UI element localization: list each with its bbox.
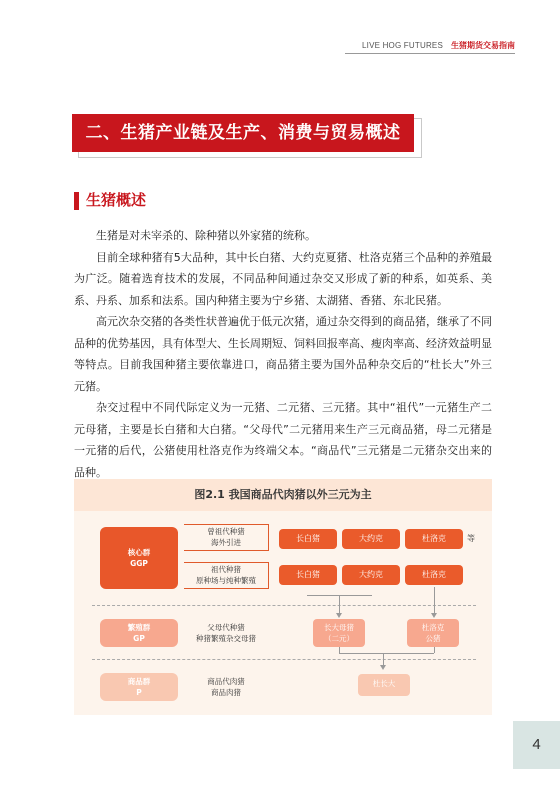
label-line: 父母代种猪 [207,623,245,632]
paragraph: 杂交过程中不同代际定义为一元猪、二元猪、三元猪。其中“祖代”一元猪生产二元母猪，主要是长白猪和大白猪。“父母代”二元猪用来生产三元商品猪，母二元猪是一元猪的后代，公猪使用杜洛克作为终端父本。“商品代”三元猪是二元猪杂交出来的品种。 [74,401,492,479]
paragraph: 目前全球种猪有5大品种，其中长白猪、大约克夏猪、杜洛克猪三个品种的养殖最为广泛。随着选育技术的发展，不同品种间通过杂交又形成了新的种系，如英系、美系、丹系、加系和法系。国内种猪主要为宁乡猪、太湖猪、香猪、东北民猪。 [74,250,492,307]
group-breeding-gp [100,619,178,647]
breed-box: 大约克 [342,565,400,585]
box-line: 公猪 [425,634,441,643]
connector [339,653,434,654]
section-title: 生猪概述 [86,191,147,209]
section-marker [74,192,79,210]
group-code: GGP [130,559,148,568]
group-code: P [136,688,142,697]
group-code: GP [133,634,145,643]
bracket-line [184,550,268,551]
group-name: 核心群 [127,548,151,557]
label-line: 商品代肉猪 [207,677,245,686]
label-line: 原种场与纯种繁殖 [196,576,256,585]
group-name: 商品群 [127,677,151,686]
paragraph: 生猪是对未宰杀的、除种猪以外家猪的统称。 [96,229,316,242]
chapter-banner: 二、生猪产业链及生产、消费与贸易概述 [72,114,414,152]
tier-divider [92,659,476,660]
body-text [74,225,492,483]
final-product-box: 杜长大 [358,674,410,696]
running-header [362,40,515,51]
label-line: 海外引进 [211,538,241,547]
connector [339,647,340,653]
group-core-ggp [100,527,178,589]
breed-box: 长白猪 [279,565,337,585]
arrow [434,587,435,613]
bracket-line [184,524,268,525]
connector [434,647,435,653]
label-parent [184,621,268,645]
group-commercial-p [100,673,178,701]
bracket-line [184,562,268,563]
label-line: 曾祖代种猪 [207,527,245,536]
label-line: 种猪繁殖杂交母猪 [196,634,256,643]
breed-box: 长白猪 [279,529,337,549]
breed-box: 杜洛克 [405,565,463,585]
figure-title: 图2.1 我国商品代肉猪以外三元为主 [74,479,492,511]
arrow [383,653,384,665]
paragraph: 高元次杂交猪的各类性状普遍优于低元次猪，通过杂交得到的商品猪，继承了不同品种的优势基因，具有体型大、生长周期短、饲料回报率高、瘦肉率高、经济效益明显等特点。目前我国种猪主要依靠进口，商品猪主要为国外品种杂交后的“杜长大”外三元猪。 [74,315,492,393]
header-english: LIVE HOG FUTURES [362,41,443,50]
bracket-line [268,562,269,589]
breed-box: 杜洛克 [405,529,463,549]
gp-box-duroc-boar [407,619,459,647]
page-number: 4 [513,721,560,769]
header-rule [345,53,515,54]
arrow [339,595,340,613]
figure-diagram [74,511,492,715]
label-line: 祖代种猪 [211,565,241,574]
group-name: 繁殖群 [127,623,151,632]
label-grandparent [184,563,268,587]
box-line: 杜洛克 [421,623,445,632]
gp-box-crossbred-sow [313,619,365,647]
breed-box: 大约克 [342,529,400,549]
bracket-line [184,588,268,589]
label-great-grandparent [184,525,268,549]
box-line: （二元） [324,634,354,643]
box-line: 长大母猪 [324,623,354,632]
label-commercial [184,675,268,699]
label-line: 商品肉猪 [211,688,241,697]
tier-divider [92,605,476,606]
bracket-line [268,524,269,551]
header-chinese: 生猪期货交易指南 [451,41,515,50]
etc-label: 等 [467,534,475,543]
